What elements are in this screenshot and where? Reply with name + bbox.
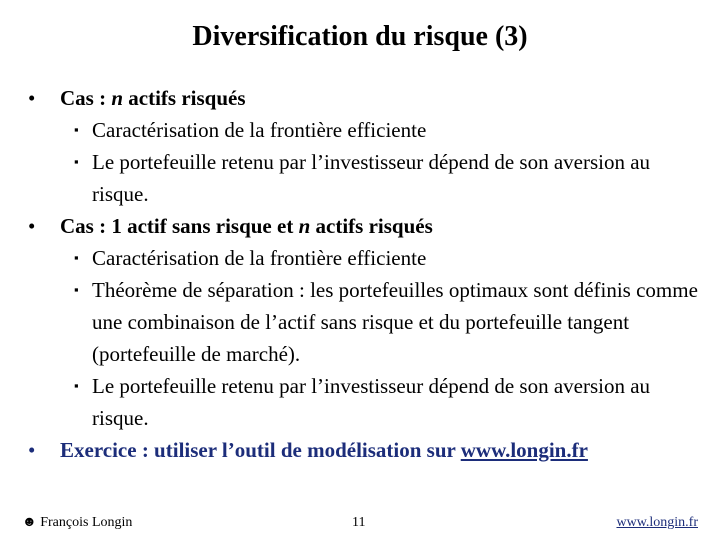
footer-website-link[interactable]: www.longin.fr <box>616 515 698 530</box>
slide-title: Diversification du risque (3) <box>192 21 528 52</box>
website-link[interactable]: www.longin.fr <box>460 438 588 462</box>
subbullet-item <box>28 242 708 274</box>
bullet-text-post: actifs risqués <box>310 214 433 238</box>
subbullet-text: Le portefeuille retenu par l’investisseur dépend de son aversion au risque. <box>92 150 651 206</box>
subbullet-text: Caractérisation de la frontière efficiente <box>92 246 427 270</box>
square-bullet-icon: ▪ <box>74 282 79 297</box>
footer-page-number: 11 <box>352 515 366 530</box>
subbullet-item <box>28 114 708 146</box>
subbullet-text: Le portefeuille retenu par l’investisseur dépend de son aversion au risque. <box>92 374 651 430</box>
bullet-list <box>28 82 708 466</box>
square-bullet-icon: ▪ <box>74 154 79 169</box>
bullet-text-post: actifs risqués <box>123 86 246 110</box>
bullet-icon: • <box>28 214 36 238</box>
bullet-text-variable: n <box>298 214 311 238</box>
square-bullet-icon: ▪ <box>74 122 79 137</box>
bullet-item-risk-free-asset <box>28 210 708 242</box>
subbullet-text: Théorème de séparation : les portefeuilles optimaux sont définis comme une combinaison de l’actif sans risque et du portefeuille tangent (portefeuille de marché). <box>92 278 698 366</box>
bullet-icon: • <box>28 438 36 462</box>
bullet-text-variable: n <box>111 86 124 110</box>
bullet-text-pre: Cas : 1 actif sans risque et <box>60 214 299 238</box>
subbullet-item <box>28 146 708 210</box>
subbullet-item <box>28 274 708 370</box>
subbullet-item <box>28 370 708 434</box>
bullet-text-pre: Exercice : utiliser l’outil de modélisation sur <box>60 438 461 462</box>
footer-author: ☻ François Longin <box>22 515 133 530</box>
bullet-icon: • <box>28 86 36 110</box>
bullet-text-pre: Cas : <box>60 86 112 110</box>
subbullet-text: Caractérisation de la frontière efficiente <box>92 118 427 142</box>
bullet-item-n-risky-assets <box>28 82 708 114</box>
square-bullet-icon: ▪ <box>74 250 79 265</box>
bullet-item-exercise <box>28 434 708 466</box>
square-bullet-icon: ▪ <box>74 378 79 393</box>
